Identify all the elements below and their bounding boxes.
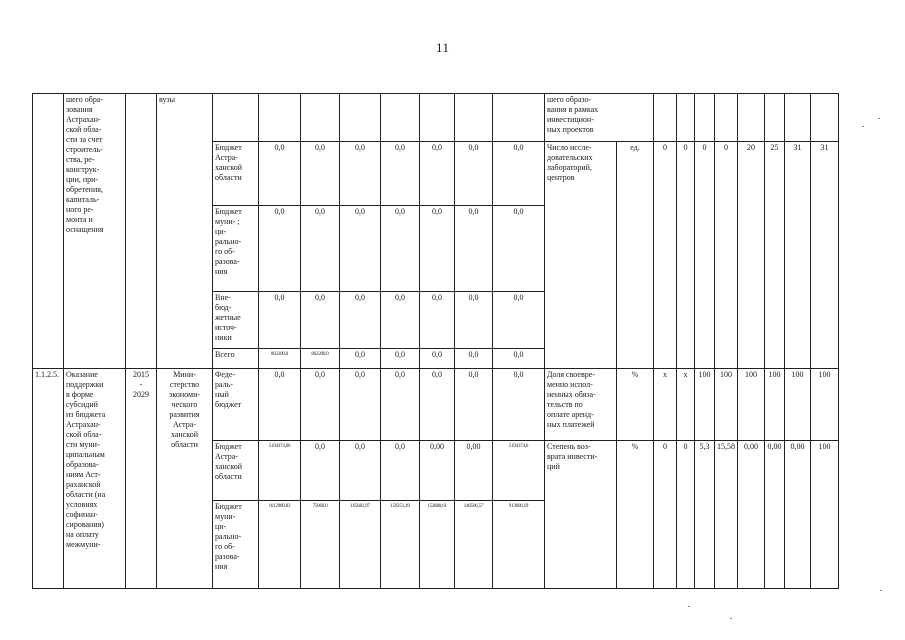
value-cell: 0,0 <box>340 142 381 206</box>
indicator-value-cell: 100 <box>738 369 765 441</box>
scan-speck <box>878 118 880 119</box>
table-row <box>33 369 839 441</box>
value-cell: 0,0 <box>420 142 455 206</box>
value-cell <box>455 94 493 142</box>
indicator-value-cell: x <box>654 369 677 441</box>
scan-speck <box>862 126 864 127</box>
indicator-value-cell: 0,00 <box>765 441 785 589</box>
value-cell <box>259 94 301 142</box>
value-cell: 0,0 <box>259 206 301 292</box>
value-cell: 152880,61 <box>420 501 455 589</box>
program-table <box>32 93 839 589</box>
indicator-value-cell: 15,58 <box>715 441 738 589</box>
indicator-value-cell: 100 <box>811 369 839 441</box>
scan-speck <box>688 606 690 607</box>
value-cell: 146506,57 <box>455 501 493 589</box>
source-cell: Бюджет муни- ци- pально- го об- разова- ния <box>213 501 259 589</box>
value-cell: 0,0 <box>259 369 301 441</box>
value-cell: 0,0 <box>381 441 420 501</box>
indicator-value-cell <box>738 94 765 142</box>
value-cell: 0,0 <box>420 292 455 349</box>
executor-cell: Мини- стерство экономи- ческого развития Астра- ханской области <box>157 369 213 589</box>
value-cell <box>301 94 340 142</box>
value-cell: 0,0 <box>420 206 455 292</box>
value-cell <box>493 94 545 142</box>
indicator-value-cell: 100 <box>715 369 738 441</box>
executor-cell: вузы <box>157 94 213 369</box>
indicator-value-cell: 0 <box>695 142 715 369</box>
value-cell: 0,0 <box>493 369 545 441</box>
value-cell: 0,0 <box>455 349 493 369</box>
scan-speck <box>730 618 732 619</box>
indicator-value-cell: 100 <box>695 369 715 441</box>
indicator-cell: Степень воз- врата инвести- ций <box>545 441 617 589</box>
value-cell: 0,0 <box>301 441 340 501</box>
value-cell: 0,0 <box>381 292 420 349</box>
unit-cell: % <box>617 369 654 441</box>
source-cell: Бюджет Астра- ханской области <box>213 142 259 206</box>
value-cell: 1612980,83 <box>259 501 301 589</box>
value-cell: 0,0 <box>455 292 493 349</box>
value-cell: 75060,0 <box>301 501 340 589</box>
indicator-value-cell: 0 <box>677 142 695 369</box>
indicator-value-cell: 0 <box>654 441 677 589</box>
source-cell: Всего <box>213 349 259 369</box>
value-cell: 165681,97 <box>340 501 381 589</box>
indicator-cell: Число иссле- довательских лабораторий, центров <box>545 142 617 369</box>
value-cell: 0,0 <box>455 369 493 441</box>
value-cell: 0,0 <box>301 292 340 349</box>
indicator-value-cell: 5,3 <box>695 441 715 589</box>
value-cell: 0,0 <box>301 369 340 441</box>
indicator-value-cell <box>677 94 695 142</box>
source-cell: Бюджет Астра- ханской области <box>213 441 259 501</box>
value-cell: 913600,19 <box>493 501 545 589</box>
row-number-cell <box>33 94 64 369</box>
value-cell: 0,0 <box>301 206 340 292</box>
unit-cell: % <box>617 441 654 589</box>
indicator-value-cell: 100 <box>785 369 811 441</box>
value-cell: 0,0 <box>381 206 420 292</box>
value-cell: 0,0 <box>340 206 381 292</box>
value-cell: 0,0 <box>340 369 381 441</box>
activity-cell: шего обра- зования Астрахан- ской обла- сти за счет строитель- ства, ре- конструк- ции, при- обретения, капиталь- ного ре- монта и оснащения <box>64 94 126 369</box>
source-cell: Бюджет муни- ; ци- pально- го об- разова- ния <box>213 206 259 292</box>
indicator-value-cell: 0,00 <box>785 441 811 589</box>
indicator-cell: шего образо- вания в рамках инвестицион- ных проектов <box>545 94 654 142</box>
value-cell: 0,0 <box>259 292 301 349</box>
indicator-value-cell: 25 <box>765 142 785 369</box>
indicator-value-cell: 100 <box>811 441 839 589</box>
indicator-value-cell <box>785 94 811 142</box>
value-cell: 0,0 <box>301 142 340 206</box>
source-cell: Вне- бюд- жетные источ- ники <box>213 292 259 349</box>
value-cell: 5194374,00 <box>259 441 301 501</box>
unit-cell: ед. <box>617 142 654 369</box>
value-cell: 0,0 <box>455 206 493 292</box>
value-cell: 862200,0 <box>259 349 301 369</box>
value-cell: 0,0 <box>259 142 301 206</box>
value-cell: 0,0 <box>420 369 455 441</box>
source-cell: Феде- раль- ный бюджет <box>213 369 259 441</box>
value-cell: 0,0 <box>493 349 545 369</box>
indicator-value-cell <box>765 94 785 142</box>
value-cell: 0,0 <box>340 292 381 349</box>
value-cell: 0,0 <box>340 441 381 501</box>
value-cell: 0,0 <box>493 142 545 206</box>
value-cell: 862200,0 <box>301 349 340 369</box>
value-cell: 159251,49 <box>381 501 420 589</box>
years-cell: 2015 - 2029 <box>126 369 157 589</box>
value-cell: 0,00 <box>420 441 455 501</box>
value-cell <box>420 94 455 142</box>
table-row <box>33 94 839 142</box>
years-cell <box>126 94 157 369</box>
value-cell: 0,0 <box>493 206 545 292</box>
indicator-value-cell: 0 <box>654 142 677 369</box>
value-cell: 0,0 <box>340 349 381 369</box>
indicator-value-cell <box>715 94 738 142</box>
value-cell: 5194374,6 <box>493 441 545 501</box>
row-number-cell: 1.1.2.5. <box>33 369 64 589</box>
value-cell: 0,0 <box>381 369 420 441</box>
indicator-value-cell: 0 <box>677 441 695 589</box>
page-number: 11 <box>436 40 450 55</box>
indicator-value-cell <box>654 94 677 142</box>
value-cell: 0,0 <box>381 142 420 206</box>
value-cell: 0,00 <box>455 441 493 501</box>
activity-cell: Оказание поддержки в форме субсидий из бюджета Астрахан- ской обла- сти муни- ципальным образова- ниям Аст- раханской области (на условиях софинан- сирования) на оплату межмуни- <box>64 369 126 589</box>
scan-speck <box>880 590 882 591</box>
value-cell <box>381 94 420 142</box>
value-cell: 0,0 <box>493 292 545 349</box>
indicator-value-cell <box>695 94 715 142</box>
indicator-value-cell: 0,00 <box>738 441 765 589</box>
indicator-value-cell <box>811 94 839 142</box>
indicator-cell: Доля своевре- менно испол- ненных обяза- тельств по оплате аренд- ных платежей <box>545 369 617 441</box>
indicator-value-cell: 0 <box>715 142 738 369</box>
indicator-value-cell: x <box>677 369 695 441</box>
indicator-value-cell: 31 <box>785 142 811 369</box>
indicator-value-cell: 100 <box>765 369 785 441</box>
indicator-value-cell: 31 <box>811 142 839 369</box>
value-cell <box>340 94 381 142</box>
source-cell <box>213 94 259 142</box>
value-cell: 0,0 <box>420 349 455 369</box>
value-cell: 0,0 <box>381 349 420 369</box>
value-cell: 0,0 <box>455 142 493 206</box>
indicator-value-cell: 20 <box>738 142 765 369</box>
